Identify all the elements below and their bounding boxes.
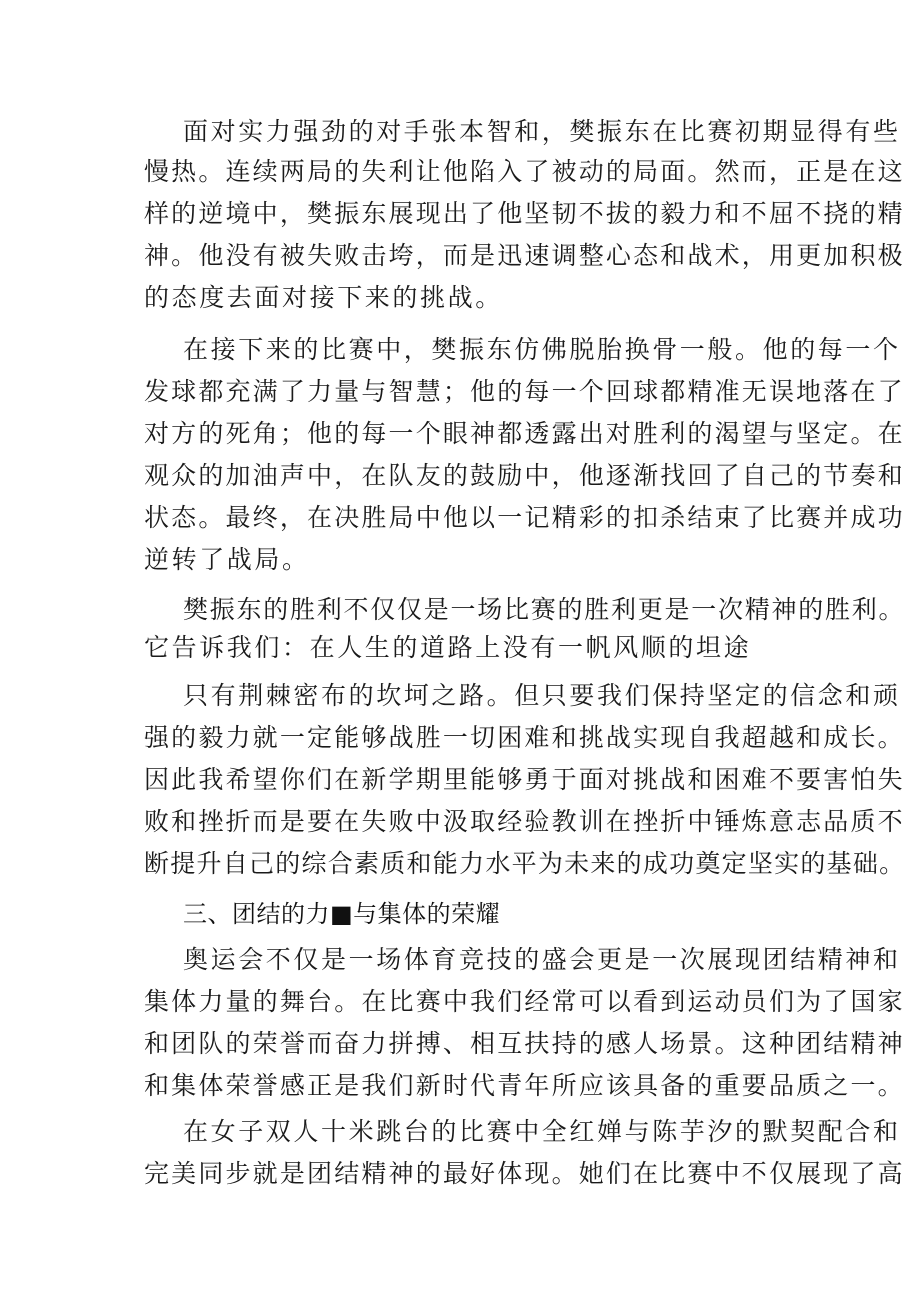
paragraph-2-line-5: 状态。最终，在决胜局中他以一记精彩的扣杀结束了比赛并成功 [144,503,905,532]
paragraph-5-line-2: 集体力量的舞台。在比赛中我们经常可以看到运动员们为了国家 [144,987,905,1016]
paragraph-5-line-1: 奥运会不仅是一场体育竞技的盛会更是一次展现团结精神和 [183,945,901,974]
section-heading: 三、团结的力■与集体的荣耀 [183,900,501,928]
paragraph-6-line-2: 完美同步就是团结精神的最好体现。她们在比赛中不仅展现了高 [144,1159,905,1188]
paragraph-2-line-2: 发球都充满了力量与智慧；他的每一个回球都精准无误地落在了 [144,377,905,406]
paragraph-1-line-5: 的态度去面对接下来的挑战。 [144,283,503,312]
paragraph-3-line-1: 樊振东的胜利不仅仅是一场比赛的胜利更是一次精神的胜利。 [183,595,906,624]
paragraph-4-line-3: 因此我希望你们在新学期里能够勇于面对挑战和困难不要害怕失 [144,765,905,794]
paragraph-1-line-2: 慢热。连续两局的失利让他陷入了被动的局面。然而，正是在这 [144,157,905,186]
paragraph-2-line-1: 在接下来的比赛中，樊振东仿佛脱胎换骨一般。他的每一个 [183,335,901,364]
paragraph-4-line-5: 断提升自己的综合素质和能力水平为未来的成功奠定坚实的基础。 [144,849,906,878]
paragraph-2-line-3: 对方的死角；他的每一个眼神都透露出对胜利的渴望与坚定。在 [144,419,905,448]
paragraph-4-line-1: 只有荆棘密布的坎坷之路。但只要我们保持坚定的信念和顽 [183,681,901,710]
paragraph-6-line-1: 在女子双人十米跳台的比赛中全红婵与陈芋汐的默契配合和 [183,1117,901,1146]
paragraph-2-line-4: 观众的加油声中，在队友的鼓励中，他逐渐找回了自己的节奏和 [144,461,905,490]
paragraph-5-line-3: 和团队的荣誉而奋力拼搏、相互扶持的感人场景。这种团结精神 [144,1029,905,1058]
paragraph-2-line-6: 逆转了战局。 [144,545,310,574]
paragraph-1-line-1: 面对实力强劲的对手张本智和，樊振东在比赛初期显得有些 [183,117,901,146]
paragraph-1-line-4: 神。他没有被失败击垮，而是迅速调整心态和战术，用更加积极 [144,241,905,270]
paragraph-5-line-4: 和集体荣誉感正是我们新时代青年所应该具备的重要品质之一。 [144,1071,905,1100]
paragraph-4-line-4: 败和挫折而是要在失败中汲取经验教训在挫折中锤炼意志品质不 [144,807,905,836]
paragraph-3-line-2: 它告诉我们：在人生的道路上没有一帆风顺的坦途 [144,633,752,662]
paragraph-1-line-3: 样的逆境中，樊振东展现出了他坚韧不拔的毅力和不屈不挠的精 [144,199,905,228]
paragraph-4-line-2: 强的毅力就一定能够战胜一切困难和挑战实现自我超越和成长。 [144,723,905,752]
